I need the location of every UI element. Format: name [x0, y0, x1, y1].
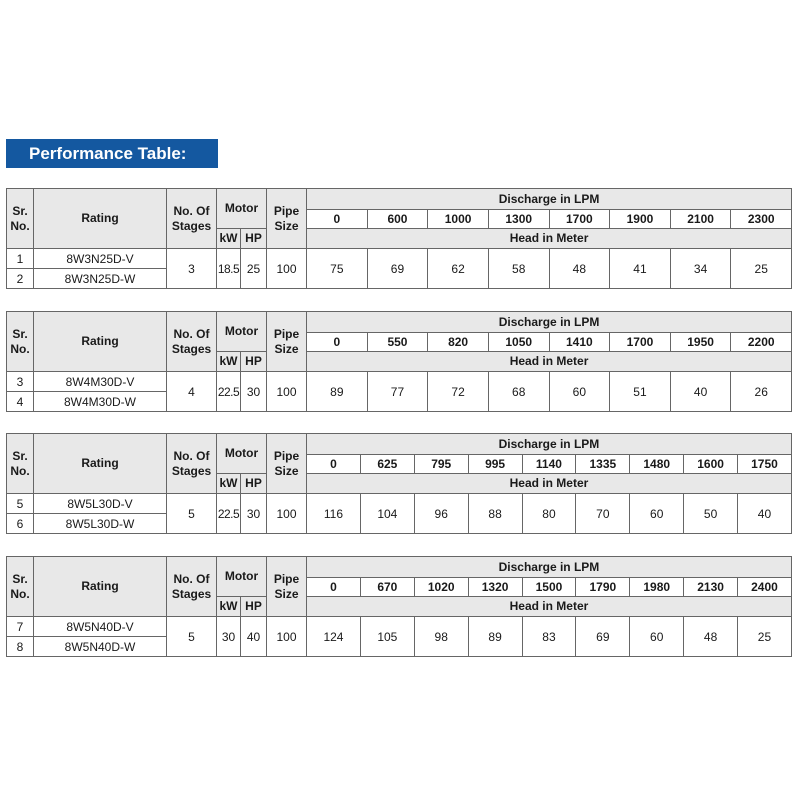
discharge-value: 1335 — [576, 455, 630, 474]
discharge-value: 625 — [360, 455, 414, 474]
sr-no-header-line2: No. — [10, 341, 30, 356]
discharge-value: 1480 — [630, 455, 684, 474]
pipe-size-header-line2: Size — [274, 586, 299, 601]
discharge-value: 995 — [468, 455, 522, 474]
table-row — [7, 494, 792, 514]
head-value: 75 — [307, 249, 368, 289]
discharge-header: Discharge in LPM — [307, 189, 792, 210]
rating-header: Rating — [34, 189, 167, 249]
hp-header: HP — [241, 474, 267, 494]
kw-header: kW — [217, 474, 241, 494]
rating-cell: 8W4M30D-W — [34, 392, 167, 412]
head-value: 40 — [738, 494, 792, 534]
discharge-value: 2130 — [684, 578, 738, 597]
kw-header: kW — [217, 352, 241, 372]
sr-no-header — [7, 557, 34, 617]
pipe-size-cell: 100 — [267, 494, 307, 534]
sr-no-header-line1: Sr. — [12, 448, 28, 463]
stages-header — [167, 189, 217, 249]
pipe-size-header — [267, 189, 307, 249]
rating-cell: 8W3N25D-V — [34, 249, 167, 269]
discharge-value: 1000 — [428, 210, 489, 229]
rating-cell: 8W5L30D-W — [34, 514, 167, 534]
table-row — [7, 249, 792, 269]
rating-cell: 8W3N25D-W — [34, 269, 167, 289]
sr-no-cell: 4 — [7, 392, 34, 412]
head-value: 25 — [731, 249, 792, 289]
head-value: 77 — [367, 372, 428, 412]
discharge-value: 1300 — [488, 210, 549, 229]
discharge-value: 1750 — [738, 455, 792, 474]
stages-header-line2: Stages — [171, 218, 212, 233]
discharge-value: 1050 — [488, 333, 549, 352]
head-value: 80 — [522, 494, 576, 534]
stages-header-line1: No. Of — [173, 203, 210, 218]
pipe-size-header-line1: Pipe — [273, 571, 300, 586]
discharge-value: 1950 — [670, 333, 731, 352]
rating-cell: 8W5N40D-W — [34, 637, 167, 657]
rating-cell: 8W5L30D-V — [34, 494, 167, 514]
pipe-size-cell: 100 — [267, 372, 307, 412]
motor-header: Motor — [217, 434, 267, 474]
stages-header — [167, 557, 217, 617]
page-title: Performance Table: — [6, 139, 218, 168]
pipe-size-cell: 100 — [267, 249, 307, 289]
rating-cell: 8W5N40D-V — [34, 617, 167, 637]
discharge-value: 1700 — [610, 333, 671, 352]
discharge-value: 2300 — [731, 210, 792, 229]
hp-header: HP — [241, 597, 267, 617]
head-value: 105 — [360, 617, 414, 657]
kw-cell: 30 — [217, 617, 241, 657]
pipe-size-header-line1: Pipe — [273, 448, 300, 463]
discharge-header: Discharge in LPM — [307, 434, 792, 455]
head-value: 83 — [522, 617, 576, 657]
table-row — [7, 372, 792, 392]
discharge-header: Discharge in LPM — [307, 557, 792, 578]
head-value: 72 — [428, 372, 489, 412]
discharge-value: 1410 — [549, 333, 610, 352]
performance-table-4 — [6, 556, 792, 657]
sr-no-header-line1: Sr. — [12, 203, 28, 218]
head-value: 124 — [307, 617, 361, 657]
head-value: 34 — [670, 249, 731, 289]
sr-no-cell: 6 — [7, 514, 34, 534]
performance-table-1 — [6, 188, 792, 289]
stages-header-line2: Stages — [171, 463, 212, 478]
discharge-value: 670 — [360, 578, 414, 597]
rating-header: Rating — [34, 434, 167, 494]
head-value: 60 — [630, 494, 684, 534]
kw-cell: 22.5 — [217, 494, 241, 534]
stages-cell: 5 — [167, 494, 217, 534]
stages-cell: 3 — [167, 249, 217, 289]
pipe-size-header — [267, 434, 307, 494]
discharge-value: 1900 — [610, 210, 671, 229]
head-header: Head in Meter — [307, 597, 792, 617]
pipe-size-header-line1: Pipe — [273, 203, 300, 218]
sr-no-cell: 8 — [7, 637, 34, 657]
head-value: 60 — [630, 617, 684, 657]
head-value: 89 — [307, 372, 368, 412]
kw-cell: 18.5 — [217, 249, 241, 289]
head-value: 62 — [428, 249, 489, 289]
discharge-value: 600 — [367, 210, 428, 229]
discharge-value: 820 — [428, 333, 489, 352]
kw-header: kW — [217, 597, 241, 617]
head-value: 41 — [610, 249, 671, 289]
discharge-value: 0 — [307, 578, 361, 597]
motor-header: Motor — [217, 189, 267, 229]
hp-cell: 40 — [241, 617, 267, 657]
head-value: 40 — [670, 372, 731, 412]
pipe-size-header-line2: Size — [274, 463, 299, 478]
rating-header: Rating — [34, 312, 167, 372]
discharge-value: 1790 — [576, 578, 630, 597]
pipe-size-header-line2: Size — [274, 218, 299, 233]
head-value: 60 — [549, 372, 610, 412]
discharge-value: 1980 — [630, 578, 684, 597]
head-value: 89 — [468, 617, 522, 657]
motor-header: Motor — [217, 312, 267, 352]
stages-header-line2: Stages — [171, 586, 212, 601]
discharge-value: 1700 — [549, 210, 610, 229]
stages-cell: 4 — [167, 372, 217, 412]
performance-table-2 — [6, 311, 792, 412]
discharge-header: Discharge in LPM — [307, 312, 792, 333]
head-value: 26 — [731, 372, 792, 412]
rating-header: Rating — [34, 557, 167, 617]
motor-header: Motor — [217, 557, 267, 597]
stages-header-line1: No. Of — [173, 571, 210, 586]
discharge-value: 1500 — [522, 578, 576, 597]
sr-no-cell: 7 — [7, 617, 34, 637]
sr-no-header — [7, 312, 34, 372]
stages-header — [167, 312, 217, 372]
pipe-size-header — [267, 312, 307, 372]
head-header: Head in Meter — [307, 352, 792, 372]
hp-cell: 30 — [241, 372, 267, 412]
rating-cell: 8W4M30D-V — [34, 372, 167, 392]
head-header: Head in Meter — [307, 229, 792, 249]
head-value: 104 — [360, 494, 414, 534]
head-value: 70 — [576, 494, 630, 534]
kw-cell: 22.5 — [217, 372, 241, 412]
discharge-value: 1600 — [684, 455, 738, 474]
discharge-value: 0 — [307, 210, 368, 229]
hp-cell: 25 — [241, 249, 267, 289]
head-value: 48 — [684, 617, 738, 657]
discharge-value: 795 — [414, 455, 468, 474]
sr-no-header-line1: Sr. — [12, 326, 28, 341]
sr-no-header-line1: Sr. — [12, 571, 28, 586]
sr-no-header-line2: No. — [10, 463, 30, 478]
head-header: Head in Meter — [307, 474, 792, 494]
pipe-size-header-line2: Size — [274, 341, 299, 356]
discharge-value: 1140 — [522, 455, 576, 474]
discharge-value: 0 — [307, 455, 361, 474]
head-value: 96 — [414, 494, 468, 534]
sr-no-cell: 5 — [7, 494, 34, 514]
sr-no-cell: 3 — [7, 372, 34, 392]
table-row — [7, 617, 792, 637]
discharge-value: 1020 — [414, 578, 468, 597]
head-value: 50 — [684, 494, 738, 534]
head-value: 25 — [738, 617, 792, 657]
stages-header-line1: No. Of — [173, 326, 210, 341]
hp-header: HP — [241, 229, 267, 249]
head-value: 69 — [576, 617, 630, 657]
pipe-size-header — [267, 557, 307, 617]
head-value: 51 — [610, 372, 671, 412]
discharge-value: 2200 — [731, 333, 792, 352]
head-value: 48 — [549, 249, 610, 289]
discharge-value: 2100 — [670, 210, 731, 229]
head-value: 69 — [367, 249, 428, 289]
stages-header-line1: No. Of — [173, 448, 210, 463]
hp-cell: 30 — [241, 494, 267, 534]
head-value: 88 — [468, 494, 522, 534]
pipe-size-header-line1: Pipe — [273, 326, 300, 341]
head-value: 98 — [414, 617, 468, 657]
sr-no-header — [7, 434, 34, 494]
sr-no-cell: 2 — [7, 269, 34, 289]
head-value: 58 — [488, 249, 549, 289]
sr-no-header-line2: No. — [10, 586, 30, 601]
kw-header: kW — [217, 229, 241, 249]
discharge-value: 550 — [367, 333, 428, 352]
discharge-value: 0 — [307, 333, 368, 352]
sr-no-header-line2: No. — [10, 218, 30, 233]
discharge-value: 1320 — [468, 578, 522, 597]
performance-table-3 — [6, 433, 792, 534]
head-value: 68 — [488, 372, 549, 412]
hp-header: HP — [241, 352, 267, 372]
pipe-size-cell: 100 — [267, 617, 307, 657]
sr-no-cell: 1 — [7, 249, 34, 269]
sr-no-header — [7, 189, 34, 249]
stages-header — [167, 434, 217, 494]
stages-cell: 5 — [167, 617, 217, 657]
stages-header-line2: Stages — [171, 341, 212, 356]
head-value: 116 — [307, 494, 361, 534]
discharge-value: 2400 — [738, 578, 792, 597]
